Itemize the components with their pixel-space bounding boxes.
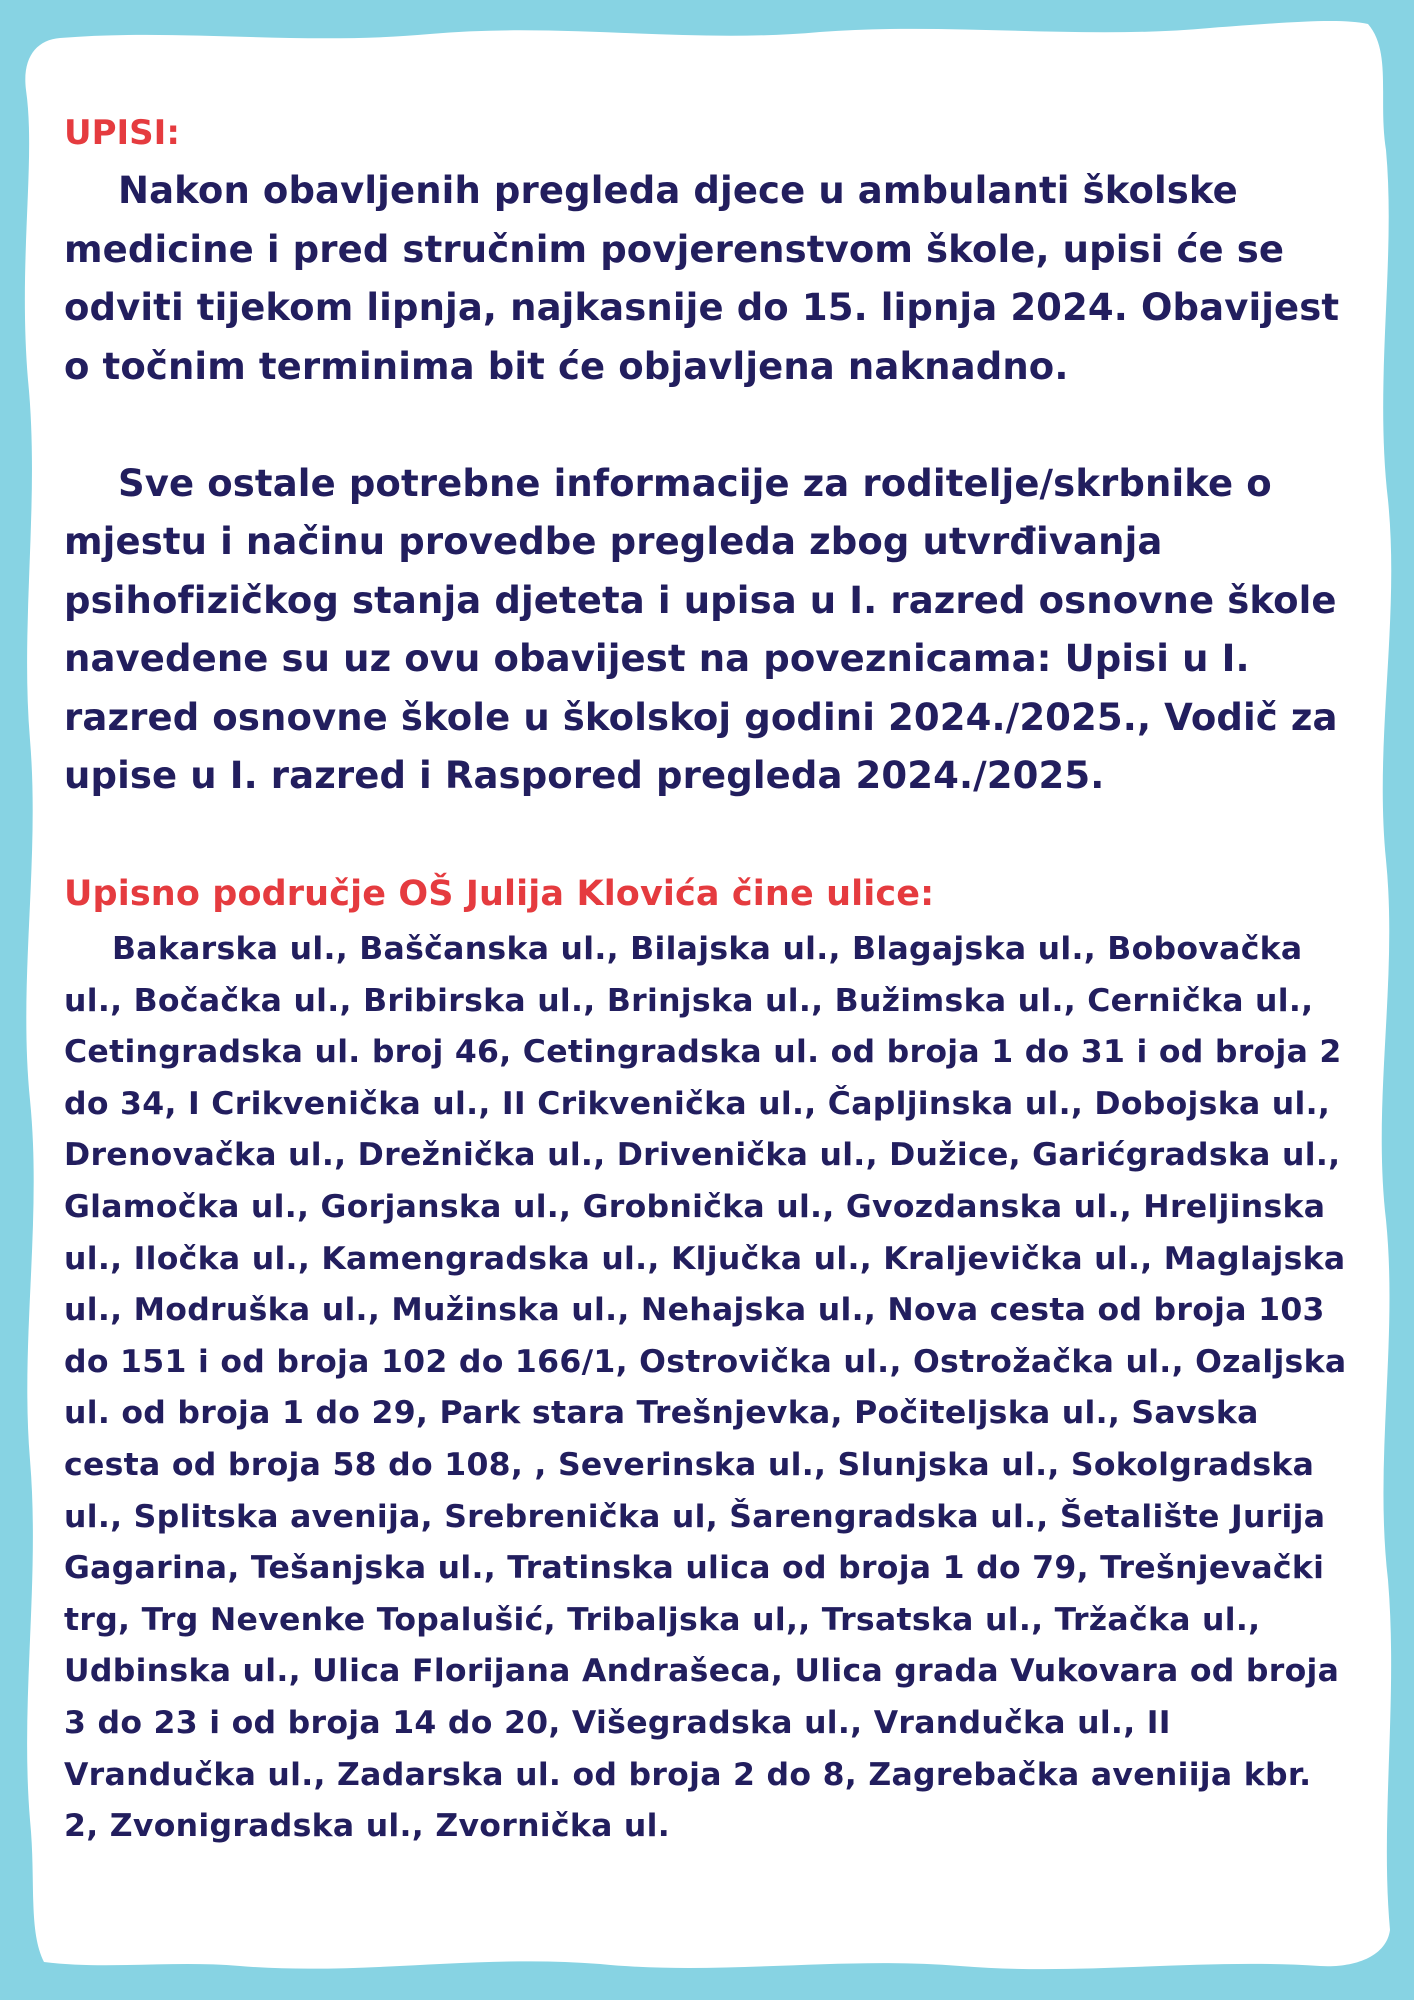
heading-enrollment-area: Upisno područje OŠ Julija Klovića čine ulice: <box>64 874 935 914</box>
heading-upisi: UPISI: <box>64 113 180 153</box>
paragraph-additional-info: Sve ostale potrebne informacije za roditelje/skrbnike o mjestu i načinu provedbe pregleda zbog utvrđivanja psihofizičkog stanja djeteta i upisa u I. razred osnovne škole navedene su uz ovu obavijest na poveznicama: Upisi u I. razred osnovne škole u školskoj godini 2024./2025., Vodič za upise u I. razred i Raspored pregleda 2024./2025. <box>64 461 1338 797</box>
notice-content <box>64 104 1354 1853</box>
streets-list: Bakarska ul., Baščanska ul., Bilajska ul., Blagajska ul., Bobovačka ul., Bočačka ul., Bribirska ul., Brinjska ul., Bužimska ul., Cernička ul., Cetingradska ul. broj 46, Cetingradska ul. od broja 1 do 31 i od broja 2 do 34, I Crikvenička ul., II Crikvenička ul., Čapljinska ul., Dobojska ul., Drenovačka ul., Drežnička ul., Drivenička ul., Dužice, Garićgradska ul., Glamočka ul., Gorjanska ul., Grobnička ul., Gvozdanska ul., Hreljinska ul., Iločka ul., Kamengradska ul., Ključka ul., Kraljevička ul., Maglajska ul., Modruška ul., Mužinska ul., Nehajska ul., Nova cesta od broja 103 do 151 i od broja 102 do 166/1, Ostrovička ul., Ostrožačka ul., Ozaljska ul. od broja 1 do 29, Park stara Trešnjevka, Počiteljska ul., Savska cesta od broja 58 do 108, , Severinska ul., Slunjska ul., Sokolgradska ul., Splitska avenija, Srebrenička ul, Šarengradska ul., Šetalište Jurija Gagarina, Tešanjska ul., Tratinska ulica od broja 1 do 79, Trešnjevački trg, Trg Nevenke Topalušić, Tribaljska ul,, Trsatska ul., Tržačka ul., Udbinska ul., Ulica Florijana Andrašeca, Ulica grada Vukovara od broja 3 do 23 i od broja 14 do 20, Višegradska ul., Vrandučka ul., II Vrandučka ul., Zadarska ul. od broja 2 do 8, Zagrebačka aveniija kbr. 2, Zvonigradska ul., Zvornička ul. <box>64 931 1347 1845</box>
paragraph-enrollment-dates: Nakon obavljenih pregleda djece u ambulanti školske medicine i pred stručnim povjerenstvom škole, upisi će se odviti tijekom lipnja, najkasnije do 15. lipnja 2024. Obavijest o točnim terminima bit će objavljena naknadno. <box>64 169 1340 388</box>
